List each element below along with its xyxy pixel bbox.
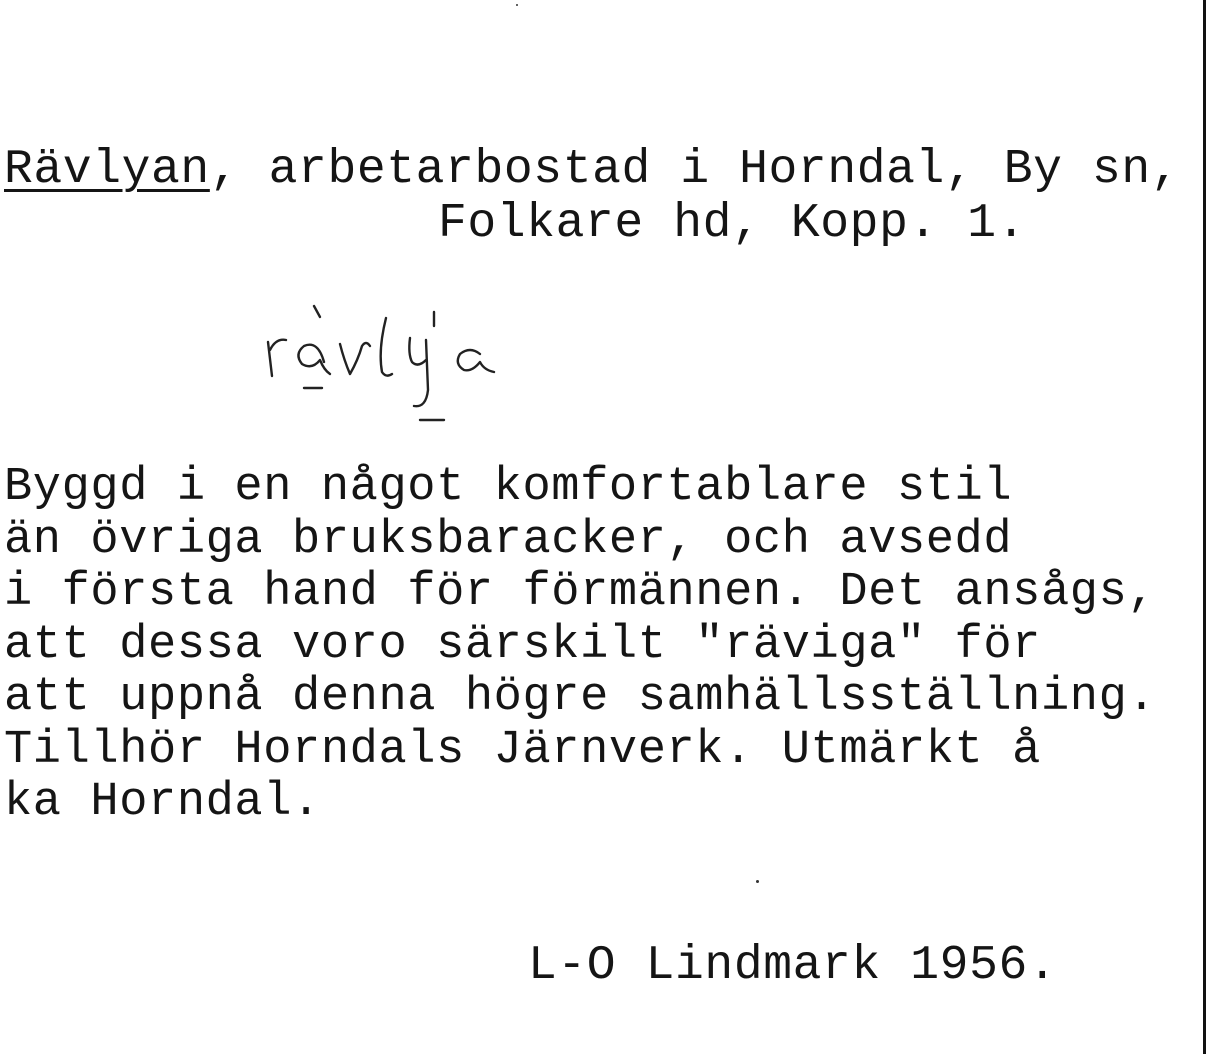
- body-line: att uppnå denna högre samhällsställning.: [4, 671, 1157, 724]
- signature: L-O Lindmark 1956.: [528, 939, 1058, 993]
- handwritten-pronunciation: [258, 290, 518, 430]
- speck: [516, 4, 518, 6]
- body-line: i första hand för förmännen. Det ansågs,: [4, 566, 1157, 619]
- body-line: ka Horndal.: [4, 776, 321, 829]
- heading-line-1: [4, 144, 1180, 196]
- heading-line-2: Folkare hd, Kopp. 1.: [438, 197, 1027, 251]
- body-line: Tillhör Horndals Järnverk. Utmärkt å: [4, 723, 1041, 777]
- headword: Rävlyan: [4, 143, 210, 197]
- body-line: Byggd i en något komfortablare stil: [4, 461, 1013, 514]
- card-edge-line: [1203, 0, 1206, 1054]
- body-line: att dessa voro särskilt "räviga" för: [4, 618, 1041, 672]
- speck: [756, 880, 759, 883]
- heading-line-1-rest: , arbetarbostad i Horndal, By sn,: [209, 143, 1181, 197]
- body-line: än övriga bruksbaracker, och avsedd: [4, 513, 1013, 567]
- body-text: [4, 462, 1156, 830]
